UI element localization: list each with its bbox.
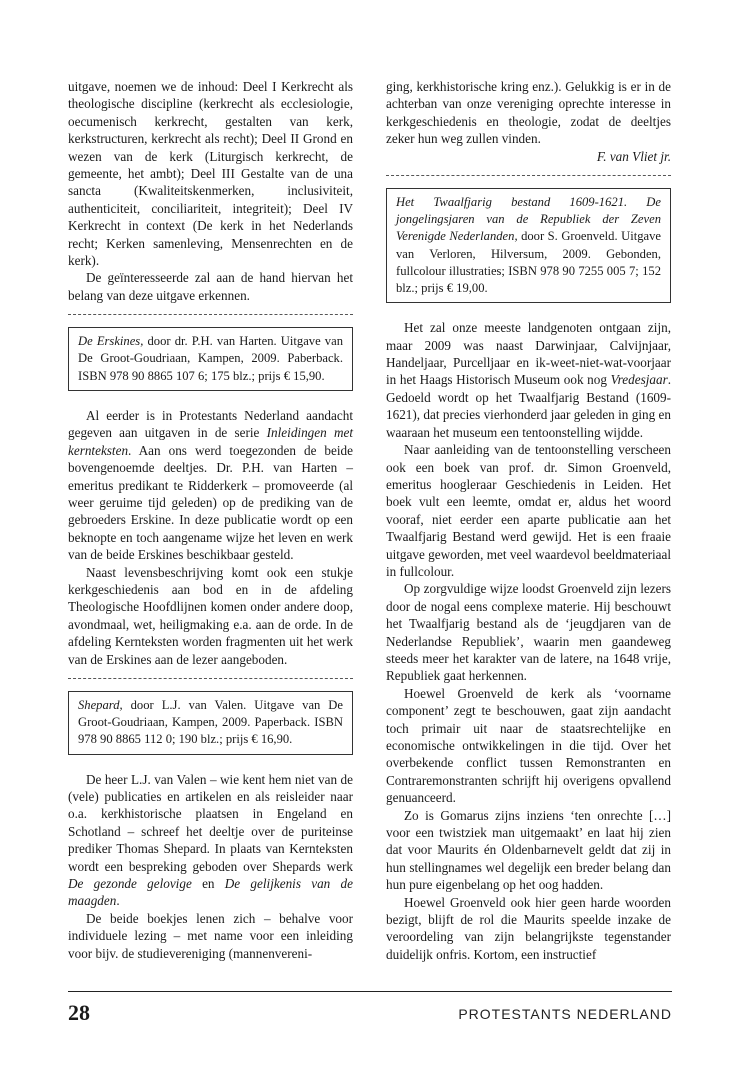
footer-rule (68, 991, 672, 992)
paragraph: De beide boekjes lenen zich – behalve voor individuele lezing – met name voor een inleiding voor bijv. de studievereniging (mannenvereni- (68, 910, 353, 961)
paragraph: Hoewel Groenveld ook hier geen harde woorden bezigt, blijft de rol die Maurits speelde inzake de veroordeling van zijn belangrijkste tegenstander duidelijk onfris. Kortom, een instructief (386, 894, 671, 962)
book-info: door S. Groenveld. Uitgave van Verloren, Hilversum, 2009. Gebonden, fullcolour illustraties; ISBN 978 90 7255 005 7; 152 blz.; prijs € 19,00. (396, 229, 661, 296)
book-info: door L.J. van Valen. Uitgave van De Groot-Goudriaan, Kampen, 2009. Paperback. ISBN 978 90 8865 112 0; 190 blz.; prijs € 16,90. (78, 697, 343, 747)
paragraph: Hoewel Groenveld de kerk als ‘voorname component’ zegt te beschouwen, gaat zijn aandacht toch primair uit naar de staatsrechtelijke en economische ontwikkelingen in die tijd. Over het overbekende conflict tussen Remonstranten en Contraremonstranten schrijft hij overigens opvallend genuanceerd. (386, 685, 671, 806)
book-info: door dr. P.H. van Harten. Uitgave van De Groot-Goudriaan, Kampen, 2009. Paberback. ISBN 978 90 8865 107 6; 175 blz.; prijs € 15,90. (78, 334, 343, 383)
dashed-divider (386, 175, 671, 176)
paragraph: Zo is Gomarus zijns inziens ‘ten onrechte […] voor een twistziek man uitgemaakt’ en laat hij zien dat voor Maurits én Oldenbarnevelt geldt dat zij in hun stellingnames wel degelijk een breder belang dan hun pure eigenbelang op het oog hadden. (386, 807, 671, 893)
review-header-shepard (68, 691, 353, 755)
book-title: De Erskines, (78, 334, 144, 349)
book-title: Shepard, (78, 697, 123, 712)
paragraph: uitgave, noemen we de inhoud: Deel I Kerkrecht als theologische discipline (kerkrecht als ecclesiologie, oecumenisch kerkrecht, gestalten van kerk, kerkstructuren, kerkrecht als recht); Deel II Grond en wezen van de kerk (Liturgisch kerkrecht, de gemeente, het ambt); Deel III Gestalte van de una sancta (Kwaliteitskenmerken, inclusiviteit, authenticiteit, conciliariteit, integriteit); Deel IV Kerkrecht in context (De kerk in het Nederlands recht; Kerken samenleving, Mensenrechten en de kerk). (68, 79, 353, 269)
review-header-twaalfjarig (386, 188, 671, 303)
left-column (68, 78, 353, 962)
paragraph: Naar aanleiding van de tentoonstelling verscheen ook een boek van prof. dr. Simon Groenveld, emeritus hoogleraar Geschiedenis in Leiden. Het boek vult een leemte, omdat er, aldus het woord vooraf, niet eerder een aparte publicatie aan het Twaalfjarig Bestand werd gewijd. Het is een fraaie uitgave geworden, met veel waardevol beeldmateriaal in fullcolour. (386, 442, 671, 579)
book-title: Het Twaalfjarig bestand 1609-1621. De jongelingsjaren van de Republiek der Zeven Verenigde Nederlanden, (396, 195, 661, 244)
paragraph: Naast levensbeschrijving komt ook een stukje kerkgeschiedenis aan bod en in de afdeling Theologische Hoofdlijnen komen onder andere doop, avondmaal, wet, heiligmaking e.a. aan de orde. In de afdeling Kernteksten worden fragmenten uit het werk van de Erskines aan de lezer aangeboden. (68, 564, 353, 667)
author-signature: F. van Vliet jr. (596, 148, 671, 164)
paragraph: De geïnteresseerde zal aan de hand hiervan het belang van deze uitgave erkennen. (68, 270, 353, 303)
paragraph: Het zal onze meeste landgenoten ontgaan zijn, maar 2009 was naast Darwinjaar, Calvijnjaar, Handeljaar, Purcelljaar en ik-weet-niet-wat-voorjaar in het Haags Historisch Museum ook nog Vredesjaar. Gedoeld wordt op het Twaalfjarig Bestand (1609-1621), dat precies vierhonderd jaar geleden in ging en waaraan het museum een tentoonstelling wijdde. (386, 320, 671, 440)
paragraph: Op zorgvuldige wijze loodst Groenveld zijn lezers door de nogal eens complexe materie. Hij beschouwt het Twaalfjarig bestand als de ‘jeugdjaren van de Nederlandse Republiek’, waarin men gaandeweg steeds meer het karakter van de latere, na 1648 vrije, Republiek gaat herkennen. (386, 581, 671, 684)
series-title: Inleidingen met kernteksten (68, 425, 353, 458)
right-column (386, 78, 671, 963)
review-header-erskines (68, 327, 353, 391)
paragraph: ging, kerkhistorische kring enz.). Gelukkig is er in de achterban van onze vereniging oprechte interesse in kerkgeschiedenis en theologie, zodat de deeltjes zeker hun weg zullen vinden. (386, 79, 671, 147)
page-number: 28 (68, 1000, 90, 1025)
paragraph: Al eerder is in Protestants Nederland aandacht gegeven aan uitgaven in de serie Inleidingen met kernteksten. Aan ons werd toegezonden de beide bovengenoemde deeltjes. Dr. P.H. van Harten – emeritus predikant te Ridderkerk – promoveerde (al weer geruime tijd geleden) op de prediking van de gebroeders Erskine. In deze publicatie wordt op een beknopte en toch aangename wijze het leven en werk van de beide Erskines beschikbaar gesteld. (68, 407, 353, 563)
dashed-divider (68, 314, 353, 315)
journal-name: PROTESTANTS NEDERLAND (458, 1006, 672, 1022)
paragraph: De heer L.J. van Valen – wie kent hem niet van de (vele) publicaties en artikelen en als reisleider naar o.a. kerkhistorische plaatsen in Engeland en Schotland – schreef het deeltje over de puriteinse prediker Thomas Shepard. In plaats van Kernteksten wordt een bespreking geboden over Shepards werk De gezonde gelovige en De gelijkenis van de maagden. (68, 771, 353, 909)
dashed-divider (68, 678, 353, 679)
